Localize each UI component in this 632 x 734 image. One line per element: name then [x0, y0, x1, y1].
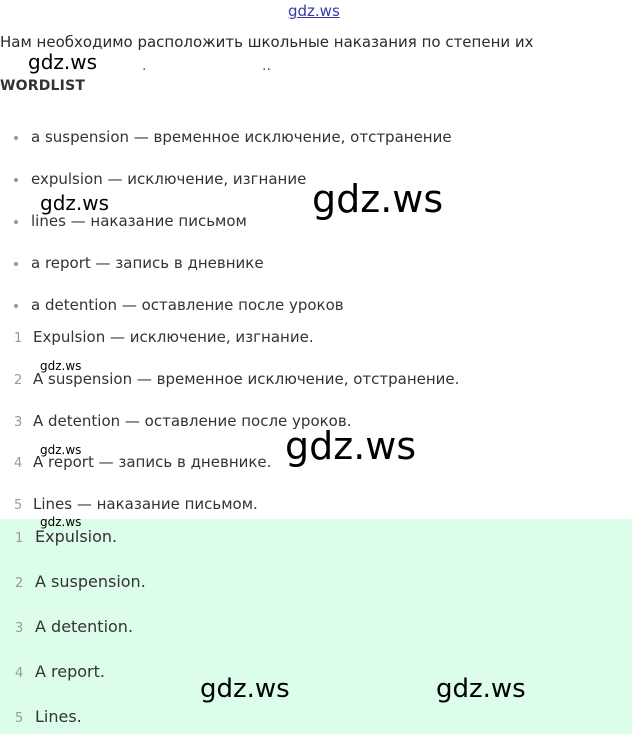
watermark: gdz.ws: [40, 359, 82, 373]
answer-item: 4 A report.: [15, 662, 105, 681]
wordlist-item: a suspension — временное исключение, отстранение: [14, 128, 452, 146]
wordlist-heading: WORDLIST: [0, 78, 86, 94]
watermark: gdz.ws: [40, 443, 82, 457]
bullet-icon: [14, 178, 18, 182]
watermark: gdz.ws: [312, 177, 444, 221]
wordlist-item: lines — наказание письмом: [14, 212, 247, 230]
wordlist-item: a detention — оставление после уроков: [14, 296, 344, 314]
dot-artifact: ..: [262, 58, 271, 74]
watermark: gdz.ws: [285, 424, 417, 468]
watermark: gdz.ws: [200, 674, 290, 704]
bullet-icon: [14, 220, 18, 224]
ordered-item: 1 Expulsion — исключение, изгнание.: [14, 328, 314, 346]
answer-box: [0, 519, 632, 734]
answer-item: 3 A detention.: [15, 617, 134, 636]
wordlist-item: expulsion — исключение, изгнание: [14, 170, 306, 188]
answer-item: 5 Lines.: [15, 707, 82, 726]
answer-item: 1 Expulsion.: [15, 527, 118, 546]
watermark: gdz.ws: [436, 674, 526, 704]
ordered-item: 2 A suspension — временное исключение, отстранение.: [14, 370, 460, 388]
dot-artifact: .: [142, 58, 147, 74]
ordered-item: 4 A report — запись в дневнике.: [14, 453, 272, 471]
watermark: gdz.ws: [40, 515, 82, 529]
watermark: gdz.ws: [40, 191, 110, 215]
intro-text: Нам необходимо расположить школьные наказания по степени их: [0, 33, 534, 51]
bullet-icon: [14, 304, 18, 308]
wordlist-item: a report — запись в дневнике: [14, 254, 264, 272]
bullet-icon: [14, 136, 18, 140]
answer-item: 2 A suspension.: [15, 572, 146, 591]
watermark: gdz.ws: [28, 50, 98, 74]
watermark-link[interactable]: gdz.ws: [288, 2, 340, 20]
ordered-item: 3 A detention — оставление после уроков.: [14, 412, 352, 430]
bullet-icon: [14, 262, 18, 266]
ordered-item: 5 Lines — наказание письмом.: [14, 495, 258, 513]
